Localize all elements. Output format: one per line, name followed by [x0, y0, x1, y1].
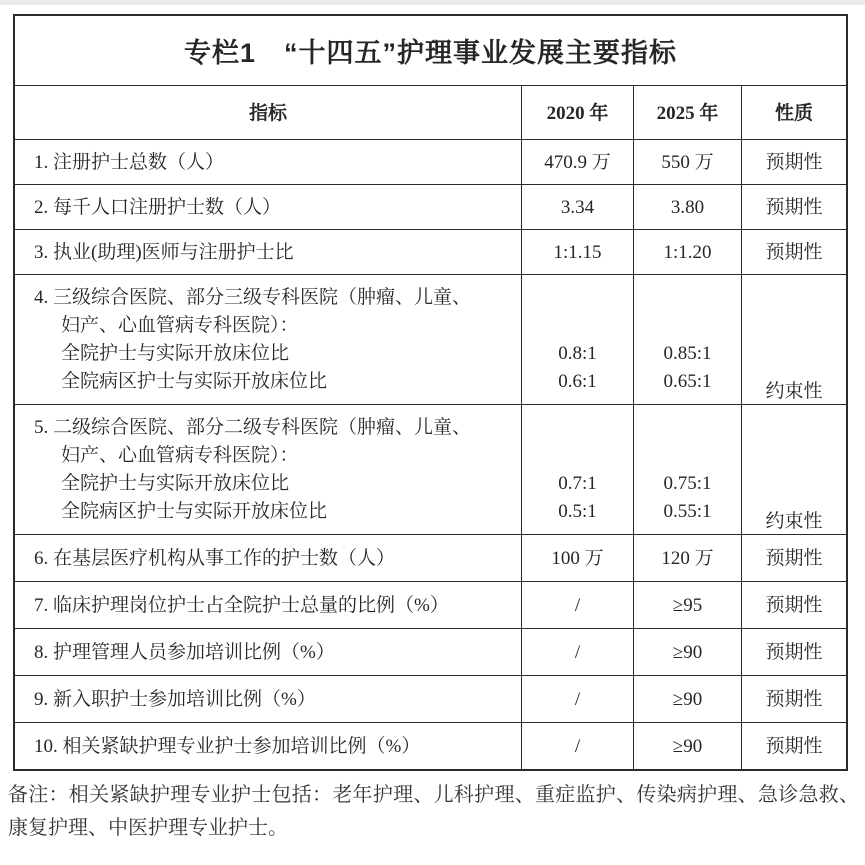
ratio-value: 0.75:1: [663, 473, 712, 494]
row-label: 1. 注册护士总数（人）: [34, 152, 225, 173]
table-title: [15, 16, 846, 85]
table-row: [15, 722, 846, 769]
row-label: [15, 405, 521, 535]
row-2020-value: 3.34: [521, 185, 633, 230]
row-label-line: 全院护士与实际开放床位比: [61, 343, 290, 364]
row-2020-value: /: [521, 723, 633, 770]
row-2025-value: 1:1.20: [633, 230, 741, 275]
row-2020-value: /: [521, 582, 633, 629]
nature-label: 约束性: [765, 511, 823, 532]
ratio-value: 0.8:1: [558, 343, 597, 364]
row-label: 2. 每千人口注册护士数（人）: [34, 197, 282, 218]
table-row: [15, 139, 846, 184]
row-label: 7. 临床护理岗位护士占全院护士总量的比例（%）: [34, 595, 449, 616]
row-2025-value: [633, 405, 741, 535]
header-2025: 2025 年: [633, 86, 741, 140]
row-2025-value: ≥95: [633, 582, 741, 629]
table-row: [15, 675, 846, 722]
row-label-line: 妇产、心血管病专科医院）：: [61, 445, 299, 466]
row-2025-value: ≥90: [633, 676, 741, 723]
row-2025-value: 550 万: [633, 140, 741, 185]
row-label-line: 全院护士与实际开放床位比: [61, 473, 290, 494]
ratio-value: 0.55:1: [663, 501, 712, 522]
footnote: 备注：相关紧缺护理专业护士包括：老年护理、儿科护理、重症监护、传染病护理、急诊急救、康复护理、中医护理专业护士。: [8, 784, 859, 839]
row-2020-value: 1:1.15: [521, 230, 633, 275]
row-2025-value: 3.80: [633, 185, 741, 230]
table-row: [15, 404, 846, 534]
row-label: 10. 相关紧缺护理专业护士参加培训比例（%）: [34, 736, 421, 757]
row-nature-value: 预期性: [741, 140, 846, 185]
row-nature-value: 预期性: [741, 185, 846, 230]
ratio-value: 0.6:1: [558, 371, 597, 392]
row-label: 9. 新入职护士参加培训比例（%）: [34, 689, 316, 710]
row-2020-value: 470.9 万: [521, 140, 633, 185]
row-label: 6. 在基层医疗机构从事工作的护士数（人）: [34, 548, 396, 569]
row-label: 3. 执业(助理)医师与注册护士比: [34, 242, 294, 263]
row-2020-value: [521, 405, 633, 535]
row-nature-value: 预期性: [741, 582, 846, 629]
ratio-value: 0.5:1: [558, 501, 597, 522]
table-row: [15, 628, 846, 675]
page-top-strip: [0, 0, 865, 5]
row-label-line: 妇产、心血管病专科医院）：: [61, 315, 299, 336]
nature-label: 约束性: [765, 381, 823, 402]
row-nature-value: [741, 275, 846, 405]
row-label-line: 全院病区护士与实际开放床位比: [61, 501, 328, 522]
row-label-line: 4. 三级综合医院、部分三级专科医院（肿瘤、儿童、: [34, 287, 472, 308]
row-nature-value: 预期性: [741, 629, 846, 676]
row-label-line: 全院病区护士与实际开放床位比: [61, 371, 328, 392]
row-2020-value: 100 万: [521, 535, 633, 582]
table-header-row: [15, 85, 846, 139]
row-nature-value: 预期性: [741, 723, 846, 770]
row-nature-value: 预期性: [741, 535, 846, 582]
row-2025-value: ≥90: [633, 629, 741, 676]
header-2020: 2020 年: [521, 86, 633, 140]
ratio-value: 0.65:1: [663, 371, 712, 392]
ratio-value: 0.85:1: [663, 343, 712, 364]
table-row: [15, 184, 846, 229]
row-label: 8. 护理管理人员参加培训比例（%）: [34, 642, 335, 663]
header-indicator: 指标: [248, 102, 287, 124]
row-label-line: 5. 二级综合医院、部分二级专科医院（肿瘤、儿童、: [34, 417, 472, 438]
table-title-text: 专栏1 “十四五”护理事业发展主要指标: [183, 38, 677, 68]
row-2025-value: ≥90: [633, 723, 741, 770]
row-2025-value: 120 万: [633, 535, 741, 582]
table-row: [15, 534, 846, 581]
table-row: [15, 274, 846, 404]
ratio-value: 0.7:1: [558, 473, 597, 494]
row-label: [15, 275, 521, 405]
indicators-table: [13, 14, 848, 771]
row-2020-value: /: [521, 676, 633, 723]
row-2025-value: [633, 275, 741, 405]
row-2020-value: [521, 275, 633, 405]
row-nature-value: 预期性: [741, 676, 846, 723]
table-row: [15, 581, 846, 628]
table-row: [15, 229, 846, 274]
row-nature-value: [741, 405, 846, 535]
header-nature: 性质: [741, 86, 846, 140]
row-nature-value: 预期性: [741, 230, 846, 275]
row-2020-value: /: [521, 629, 633, 676]
